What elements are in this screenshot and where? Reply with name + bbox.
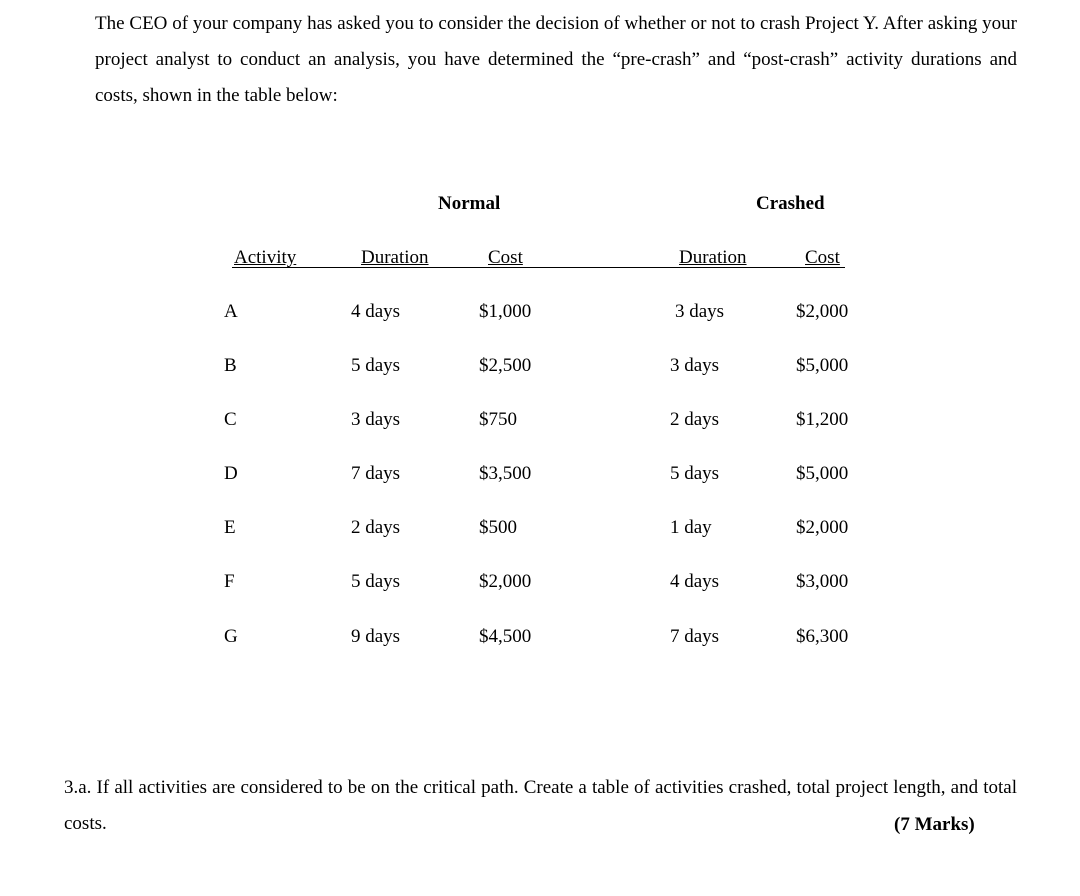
cell-normal-duration: 5 days bbox=[351, 355, 401, 376]
cell-activity: E bbox=[224, 517, 236, 538]
header-crashed-duration: Duration bbox=[679, 247, 747, 268]
cell-crashed-cost: $5,000 bbox=[796, 355, 849, 376]
cell-crashed-duration: 2 days bbox=[670, 409, 720, 430]
cell-normal-duration: 7 days bbox=[351, 463, 401, 484]
cell-crashed-cost: $5,000 bbox=[796, 463, 849, 484]
cell-normal-cost: $750 bbox=[479, 409, 517, 430]
cell-crashed-cost: $6,300 bbox=[796, 626, 849, 647]
cell-activity: C bbox=[224, 409, 237, 430]
cell-normal-duration: 3 days bbox=[351, 409, 401, 430]
crashed-group-header: Crashed bbox=[756, 193, 825, 214]
cell-activity: B bbox=[224, 355, 237, 376]
cell-normal-duration: 2 days bbox=[351, 517, 401, 538]
question-text: 3.a. If all activities are considered to be on the critical path. Create a table of activities crashed, total project length, and total costs. bbox=[64, 777, 1017, 834]
cell-normal-duration: 9 days bbox=[351, 626, 401, 647]
cell-normal-duration: 4 days bbox=[351, 301, 401, 322]
cell-activity: G bbox=[224, 626, 238, 647]
cell-normal-duration: 5 days bbox=[351, 571, 401, 592]
cell-activity: A bbox=[224, 301, 238, 322]
normal-group-header: Normal bbox=[438, 193, 501, 214]
cell-normal-cost: $2,000 bbox=[479, 571, 532, 592]
cell-normal-cost: $500 bbox=[479, 517, 517, 538]
cell-normal-cost: $4,500 bbox=[479, 626, 532, 647]
cell-normal-cost: $1,000 bbox=[479, 301, 532, 322]
header-crashed-cost: Cost bbox=[805, 247, 840, 268]
cell-activity: F bbox=[224, 571, 235, 592]
cell-crashed-duration: 3 days bbox=[670, 355, 720, 376]
header-normal-cost: Cost bbox=[488, 247, 523, 268]
cell-crashed-cost: $2,000 bbox=[796, 517, 849, 538]
cell-normal-cost: $2,500 bbox=[479, 355, 532, 376]
cell-normal-cost: $3,500 bbox=[479, 463, 532, 484]
cell-crashed-duration: 7 days bbox=[670, 626, 720, 647]
marks-label: (7 Marks) bbox=[894, 814, 975, 835]
cell-crashed-duration: 1 day bbox=[670, 517, 712, 538]
header-activity: Activity bbox=[234, 247, 297, 268]
cell-crashed-duration: 3 days bbox=[675, 301, 725, 322]
cell-activity: D bbox=[224, 463, 238, 484]
cell-crashed-duration: 4 days bbox=[670, 571, 720, 592]
cell-crashed-cost: $3,000 bbox=[796, 571, 849, 592]
cell-crashed-cost: $1,200 bbox=[796, 409, 849, 430]
intro-paragraph: The CEO of your company has asked you to consider the decision of whether or not to crash Project Y. After asking your project analyst to conduct an analysis, you have determined the “pre-crash” and “post-crash” activity durations and costs, shown in the table below: bbox=[95, 13, 1017, 106]
cell-crashed-cost: $2,000 bbox=[796, 301, 849, 322]
header-normal-duration: Duration bbox=[361, 247, 429, 268]
cell-crashed-duration: 5 days bbox=[670, 463, 720, 484]
